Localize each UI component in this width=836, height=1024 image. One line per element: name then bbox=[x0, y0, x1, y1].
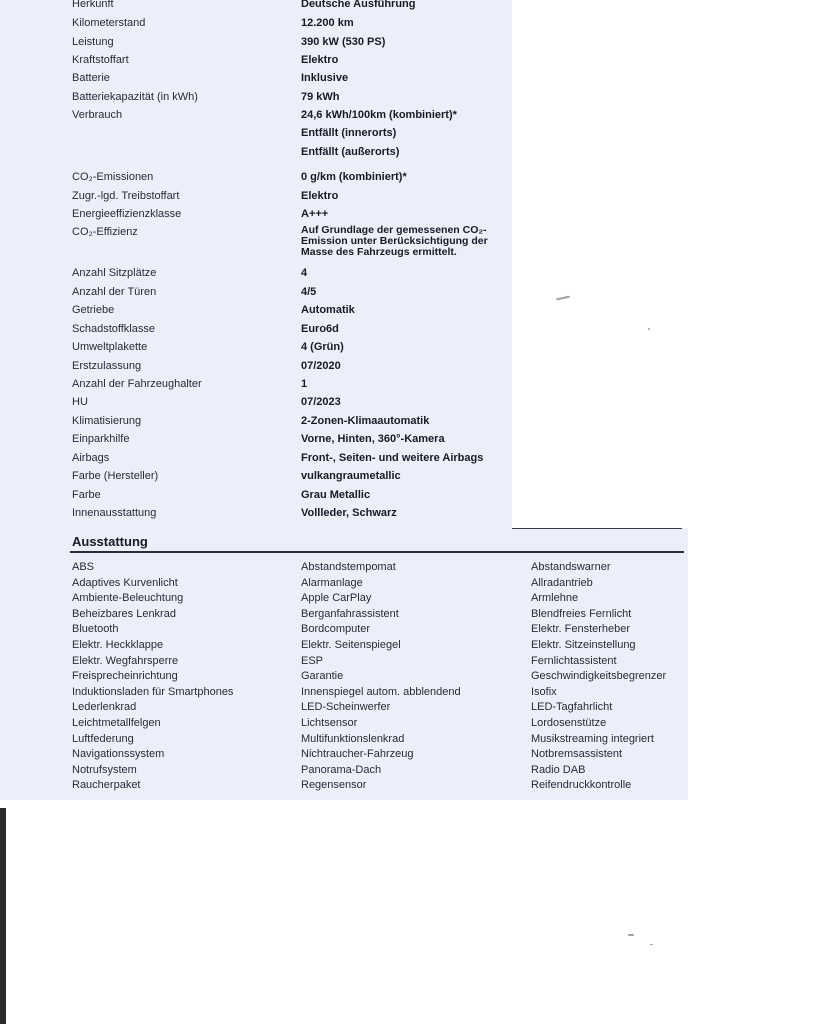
equipment-item: Luftfederung bbox=[72, 732, 134, 745]
spec-value: 12.200 km bbox=[301, 17, 354, 29]
spec-row bbox=[0, 90, 520, 108]
equipment-item: Lederlenkrad bbox=[72, 701, 137, 714]
equipment-item: Lordosenstütze bbox=[531, 716, 607, 729]
spec-value: A+++ bbox=[301, 208, 329, 220]
spec-label: Anzahl der Türen bbox=[72, 286, 157, 298]
section-divider-top bbox=[512, 528, 682, 529]
spec-row bbox=[0, 414, 520, 432]
equipment-item: Garantie bbox=[301, 670, 344, 683]
spec-value: Inklusive bbox=[301, 72, 349, 84]
spec-row bbox=[0, 0, 520, 15]
equipment-item: Abstandstempomat bbox=[301, 561, 396, 573]
equipment-item: Notbremsassistent bbox=[531, 748, 623, 761]
equipment-item: Notrufsystem bbox=[72, 763, 137, 776]
spec-label: Klimatisierung bbox=[72, 415, 142, 427]
spec-value: Vorne, Hinten, 360°-Kamera bbox=[301, 433, 445, 445]
spec-label: Innenausstattung bbox=[72, 507, 157, 519]
equipment-item: ABS bbox=[72, 561, 95, 573]
spec-value: 24,6 kWh/100km (kombiniert)* bbox=[301, 109, 457, 121]
spec-value: Auf Grundlage der gemessenen CO₂-Emission unter Berücksichtigung der Masse des Fahrzeugs ermittelt. bbox=[301, 224, 488, 258]
equipment-item: Bordcomputer bbox=[301, 623, 371, 636]
spec-label: Getriebe bbox=[72, 304, 115, 316]
section-divider bbox=[70, 551, 684, 553]
equipment-item: LED-Tagfahrlicht bbox=[531, 701, 613, 714]
scan-smudge bbox=[628, 934, 634, 936]
equipment-item: Berganfahrassistent bbox=[301, 607, 399, 620]
spec-row bbox=[0, 322, 520, 340]
spec-label: Kraftstoffart bbox=[72, 54, 129, 66]
spec-row bbox=[0, 145, 520, 163]
spec-label: Einparkhilfe bbox=[72, 433, 130, 445]
equipment-item: Fernlichtassistent bbox=[531, 654, 617, 667]
equipment-item: LED-Scheinwerfer bbox=[301, 701, 391, 714]
equipment-item: Abstandswarner bbox=[531, 561, 611, 573]
spec-row bbox=[0, 285, 520, 303]
spec-value: Vollleder, Schwarz bbox=[301, 507, 397, 519]
spec-row bbox=[0, 488, 520, 506]
spec-row bbox=[0, 207, 520, 225]
equipment-item: Apple CarPlay bbox=[301, 592, 372, 605]
equipment-item: Nichtraucher-Fahrzeug bbox=[301, 748, 414, 761]
spec-value: Euro6d bbox=[301, 323, 339, 335]
equipment-item: Isofix bbox=[531, 685, 557, 698]
spec-label: CO₂-Effizienz bbox=[72, 226, 138, 238]
spec-label: Verbrauch bbox=[72, 109, 123, 121]
equipment-item: Reifendruckkontrolle bbox=[531, 779, 632, 792]
spec-row bbox=[0, 469, 520, 487]
spec-row bbox=[0, 170, 520, 188]
equipment-item: Panorama-Dach bbox=[301, 763, 382, 776]
equipment-item: ESP bbox=[301, 654, 324, 667]
equipment-item: Elektr. Fensterheber bbox=[531, 623, 631, 636]
spec-label: Kilometerstand bbox=[72, 17, 146, 29]
spec-value: Entfällt (innerorts) bbox=[301, 127, 397, 139]
spec-value: 4 bbox=[301, 267, 308, 279]
equipment-item: Beheizbares Lenkrad bbox=[72, 607, 176, 620]
spec-value: 2-Zonen-Klimaautomatik bbox=[301, 415, 430, 427]
scan-smudge bbox=[648, 328, 650, 330]
spec-label: Airbags bbox=[72, 452, 110, 464]
spec-row bbox=[0, 506, 520, 524]
spec-value: 79 kWh bbox=[301, 91, 340, 103]
equipment-item: Navigationssystem bbox=[72, 748, 165, 761]
equipment-item: Alarmanlage bbox=[301, 576, 363, 589]
equipment-title: Ausstattung bbox=[72, 534, 148, 549]
spec-value: Deutsche Ausführung bbox=[301, 0, 416, 10]
equipment-item: Elektr. Seitenspiegel bbox=[301, 638, 401, 651]
spec-value: 07/2023 bbox=[301, 396, 341, 408]
spec-label: Schadstoffklasse bbox=[72, 323, 155, 335]
spec-label: Leistung bbox=[72, 36, 114, 48]
spec-row bbox=[0, 451, 520, 469]
equipment-item: Ambiente-Beleuchtung bbox=[72, 592, 184, 605]
spec-label: Batteriekapazität (in kWh) bbox=[72, 91, 198, 103]
equipment-item: Geschwindigkeitsbegrenzer bbox=[531, 670, 667, 683]
spec-label: HU bbox=[72, 396, 88, 408]
spec-row bbox=[0, 71, 520, 89]
spec-label: Energieeffizienzklasse bbox=[72, 208, 182, 220]
spec-label: Anzahl Sitzplätze bbox=[72, 267, 157, 279]
spec-value: Elektro bbox=[301, 190, 339, 202]
spec-row bbox=[0, 340, 520, 358]
equipment-item: Freisprecheinrichtung bbox=[72, 670, 178, 683]
spec-label: Erstzulassung bbox=[72, 360, 142, 372]
spec-value: vulkangraumetallic bbox=[301, 470, 401, 482]
spec-row bbox=[0, 377, 520, 395]
equipment-item: Musikstreaming integriert bbox=[531, 732, 654, 745]
spec-row bbox=[0, 303, 520, 321]
spec-row bbox=[0, 126, 520, 144]
spec-value: 07/2020 bbox=[301, 360, 341, 372]
spec-row bbox=[0, 395, 520, 413]
spec-value: Front-, Seiten- und weitere Airbags bbox=[301, 452, 484, 464]
equipment-item: Innenspiegel autom. abblendend bbox=[301, 685, 461, 698]
spec-label: Farbe bbox=[72, 489, 101, 501]
equipment-item: Elektr. Sitzeinstellung bbox=[531, 638, 636, 651]
equipment-item: Blendfreies Fernlicht bbox=[531, 607, 632, 620]
spec-row bbox=[0, 53, 520, 71]
spec-label: Umweltplakette bbox=[72, 341, 148, 353]
spec-label: CO₂-Emissionen bbox=[72, 171, 154, 183]
equipment-item: Bluetooth bbox=[72, 623, 119, 636]
equipment-column-1 bbox=[72, 560, 302, 794]
spec-value: 4/5 bbox=[301, 286, 317, 298]
scan-edge-shadow bbox=[0, 808, 6, 1024]
spec-value: 4 (Grün) bbox=[301, 341, 344, 353]
spec-row bbox=[0, 108, 520, 126]
spec-value: Elektro bbox=[301, 54, 339, 66]
spec-row bbox=[0, 35, 520, 53]
equipment-item: Induktionsladen für Smartphones bbox=[72, 685, 234, 698]
spec-row bbox=[0, 189, 520, 207]
equipment-item: Leichtmetallfelgen bbox=[72, 716, 161, 729]
equipment-column-3 bbox=[531, 560, 761, 794]
equipment-item: Allradantrieb bbox=[531, 576, 593, 589]
spec-label: Anzahl der Fahrzeughalter bbox=[72, 378, 202, 390]
equipment-item: Elektr. Heckklappe bbox=[72, 638, 164, 651]
equipment-item: Adaptives Kurvenlicht bbox=[72, 576, 178, 589]
spec-value: Grau Metallic bbox=[301, 489, 371, 501]
spec-row bbox=[0, 359, 520, 377]
equipment-item: Lichtsensor bbox=[301, 716, 358, 729]
equipment-item: Radio DAB bbox=[531, 763, 586, 776]
spec-value: 390 kW (530 PS) bbox=[301, 36, 386, 48]
equipment-item: Multifunktionslenkrad bbox=[301, 732, 405, 745]
spec-value: 0 g/km (kombiniert)* bbox=[301, 171, 407, 183]
spec-value: Automatik bbox=[301, 304, 355, 316]
spec-label: Batterie bbox=[72, 72, 110, 84]
equipment-item: Raucherpaket bbox=[72, 779, 141, 792]
spec-value: Entfällt (außerorts) bbox=[301, 146, 400, 158]
spec-row bbox=[0, 225, 520, 265]
spec-label: Herkunft bbox=[72, 0, 114, 10]
equipment-item: Regensensor bbox=[301, 779, 367, 792]
spec-row bbox=[0, 432, 520, 450]
spec-label: Zugr.-lgd. Treibstoffart bbox=[72, 190, 180, 202]
spec-label: Farbe (Hersteller) bbox=[72, 470, 159, 482]
spec-value: 1 bbox=[301, 378, 308, 390]
scan-smudge bbox=[650, 944, 653, 945]
equipment-item: Elektr. Wegfahrsperre bbox=[72, 654, 179, 667]
equipment-item: Armlehne bbox=[531, 592, 579, 605]
spec-row bbox=[0, 16, 520, 34]
equipment-column-2 bbox=[301, 560, 531, 794]
spec-row bbox=[0, 266, 520, 284]
